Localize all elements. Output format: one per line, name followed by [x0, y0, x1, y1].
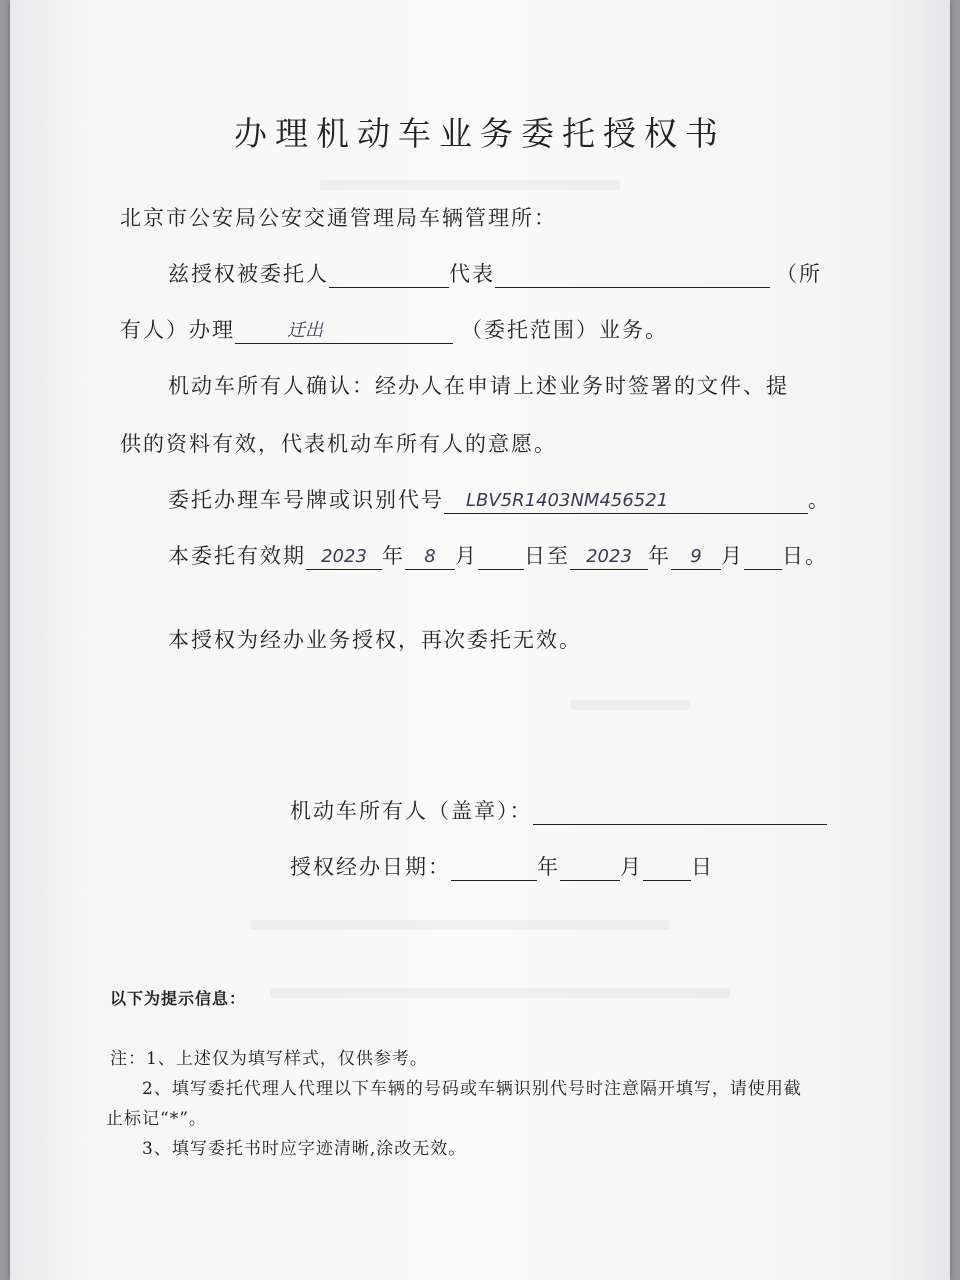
authorization-prefix: 兹授权被委托人 — [168, 262, 329, 286]
auth-date-line — [290, 851, 714, 881]
handle-label: 有人）办理 — [120, 318, 235, 342]
plate-suffix: 。 — [808, 488, 831, 512]
scope-field[interactable] — [235, 317, 453, 344]
auth-day-label: 日 — [691, 855, 714, 879]
validity-label: 本委托有效期 — [168, 544, 306, 568]
day-to-label: 日至 — [524, 544, 570, 568]
owner-label-start: （所 — [776, 262, 822, 286]
owner-name-field[interactable] — [495, 261, 770, 288]
auth-month-field[interactable] — [560, 854, 620, 881]
start-year-label: 年 — [382, 544, 405, 568]
owner-seal-field[interactable] — [533, 798, 827, 825]
document-page — [10, 0, 950, 1280]
start-month-field[interactable] — [405, 543, 455, 570]
plate-line — [168, 484, 831, 514]
addressee: 北京市公安局公安交通管理局车辆管理所： — [120, 206, 557, 230]
authorization-line-1 — [168, 258, 822, 288]
show-through-mark — [270, 988, 730, 998]
auth-year-field[interactable] — [451, 854, 537, 881]
validity-line — [168, 540, 828, 570]
trustee-field[interactable] — [329, 261, 449, 288]
end-year-value: 2023 — [586, 546, 632, 567]
end-year-label: 年 — [648, 544, 671, 568]
note-2-continued: 止标记“*”。 — [106, 1109, 207, 1129]
authorization-line-2 — [120, 314, 668, 344]
auth-year-label: 年 — [537, 855, 560, 879]
end-day-label: 日。 — [782, 544, 828, 568]
auth-month-label: 月 — [620, 855, 643, 879]
invalid-notice: 本授权为经办业务授权，再次委托无效。 — [168, 628, 582, 652]
start-year-value: 2023 — [321, 546, 367, 567]
note-2: 2、填写委托代理人代理以下车辆的号码或车辆识别代号时注意隔开填写，请使用截 — [142, 1079, 802, 1099]
show-through-mark — [320, 180, 620, 190]
note-3: 3、填写委托书时应字迹清晰,涂改无效。 — [142, 1139, 467, 1159]
start-year-field[interactable] — [306, 543, 382, 570]
end-month-label: 月 — [721, 544, 744, 568]
end-day-field[interactable] — [744, 543, 782, 570]
owner-seal-label: 机动车所有人（盖章）： — [290, 799, 533, 823]
confirmation-line-2: 供的资料有效，代表机动车所有人的意愿。 — [120, 432, 557, 456]
owner-seal-line — [290, 795, 827, 825]
end-month-value: 9 — [690, 546, 702, 567]
auth-date-label: 授权经办日期： — [290, 855, 451, 879]
represent-label: 代表 — [449, 262, 495, 286]
auth-day-field[interactable] — [643, 854, 691, 881]
end-year-field[interactable] — [570, 543, 648, 570]
scope-value: 迁出 — [287, 320, 323, 341]
start-month-value: 8 — [424, 546, 436, 567]
start-month-label: 月 — [455, 544, 478, 568]
scope-suffix: （委托范围）业务。 — [461, 318, 668, 342]
show-through-mark — [570, 700, 690, 710]
plate-field[interactable] — [444, 487, 808, 514]
hints-title: 以下为提示信息： — [110, 989, 247, 1008]
start-day-field[interactable] — [478, 543, 524, 570]
confirmation-line-1: 机动车所有人确认：经办人在申请上述业务时签署的文件、提 — [168, 374, 789, 398]
note-1: 注：1、上述仅为填写样式，仅供参考。 — [110, 1049, 428, 1069]
plate-label: 委托办理车号牌或识别代号 — [168, 488, 444, 512]
document-title: 办理机动车业务委托授权书 — [234, 114, 726, 153]
vin-value: LBV5R1403NM456521 — [466, 490, 669, 511]
show-through-mark — [250, 920, 670, 930]
end-month-field[interactable] — [671, 543, 721, 570]
